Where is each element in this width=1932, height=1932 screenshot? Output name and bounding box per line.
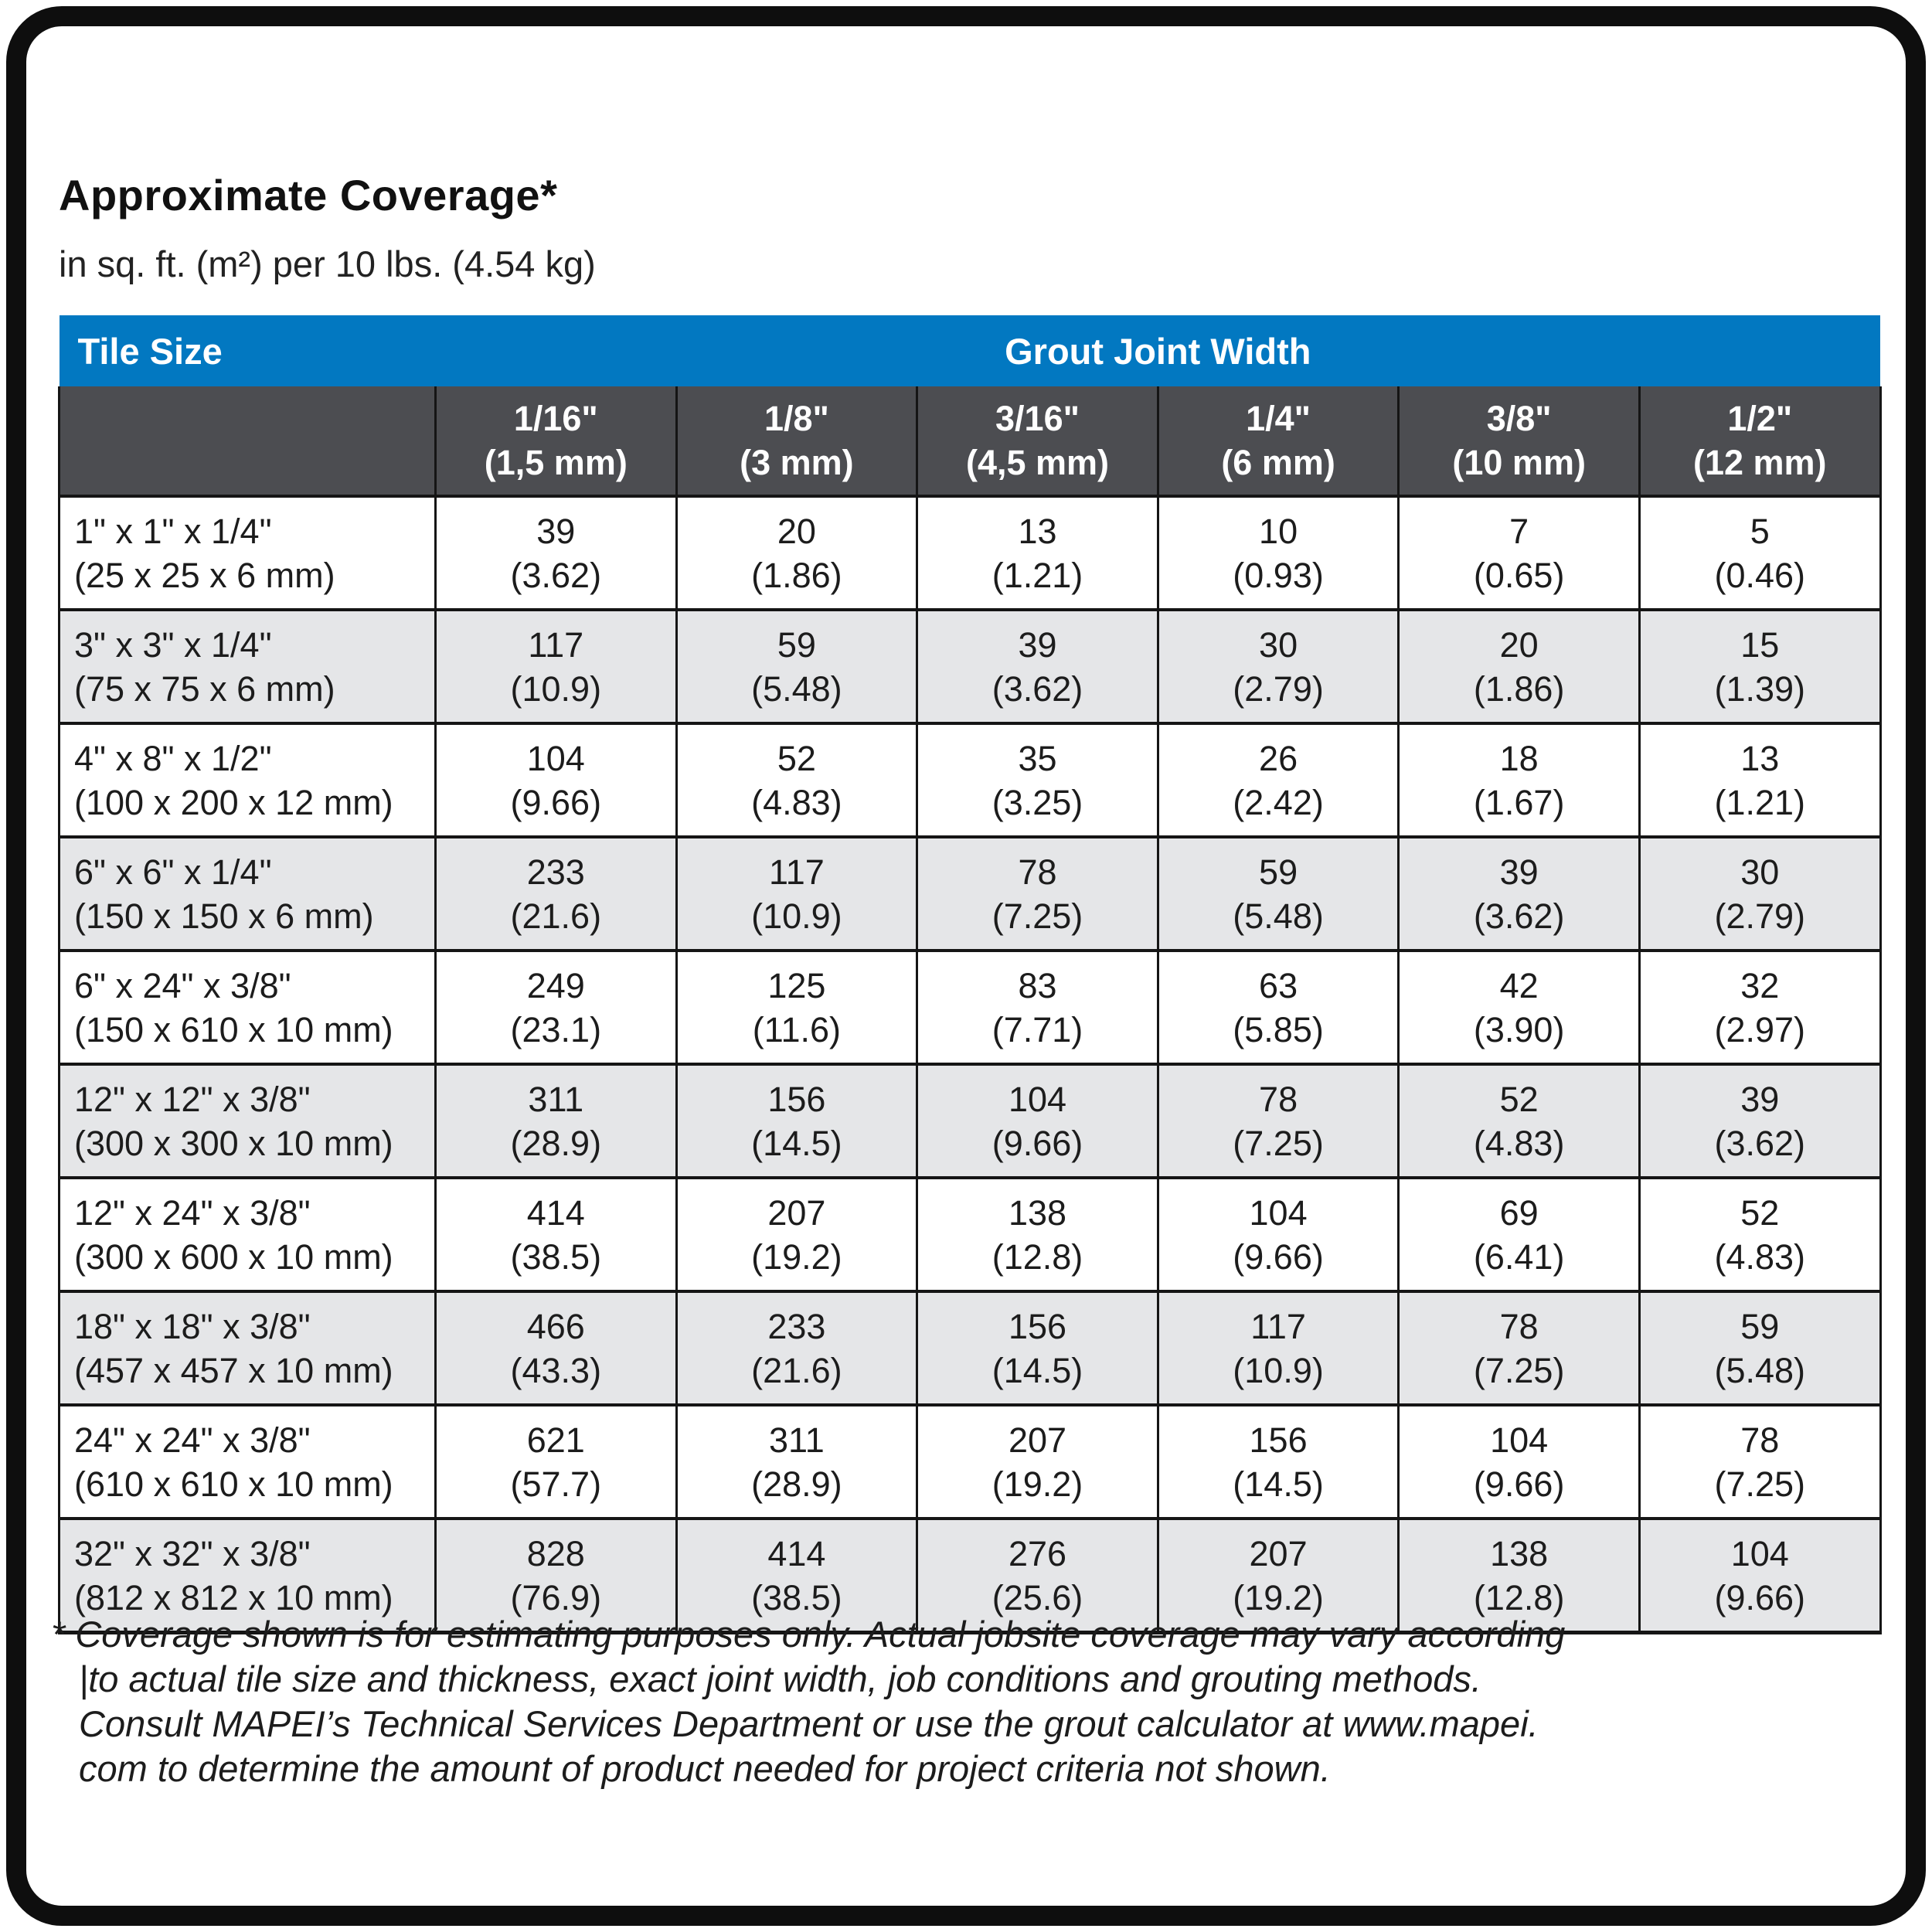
coverage-metric: (9.66) — [510, 782, 602, 822]
coverage-sqft: 20 — [777, 511, 816, 551]
tile-size-metric: (100 x 200 x 12 mm) — [74, 782, 393, 822]
column-metric-label: (4,5 mm) — [965, 443, 1110, 482]
coverage-sqft: 117 — [769, 852, 825, 892]
coverage-metric: (3.62) — [1714, 1123, 1806, 1163]
coverage-metric: (9.66) — [992, 1123, 1083, 1163]
tile-size-cell — [60, 1405, 436, 1519]
coverage-sqft: 15 — [1740, 624, 1780, 665]
tile-size-inches: 18" x 18" x 3/8" — [74, 1306, 311, 1346]
coverage-sqft: 39 — [1740, 1079, 1780, 1119]
coverage-metric: (10.9) — [1233, 1350, 1324, 1390]
tile-size-cell — [60, 837, 436, 951]
coverage-sqft: 20 — [1499, 624, 1539, 665]
page-title: Approximate Coverage* — [59, 171, 558, 219]
coverage-sqft: 156 — [767, 1079, 826, 1119]
coverage-metric: (1.86) — [1473, 668, 1565, 709]
tile-size-cell — [60, 1178, 436, 1291]
coverage-cell — [1399, 837, 1640, 951]
tile-size-inches: 6" x 24" x 3/8" — [74, 965, 291, 1005]
coverage-sqft: 414 — [767, 1533, 826, 1573]
footnote — [51, 1612, 1906, 1791]
coverage-sqft: 69 — [1499, 1192, 1539, 1233]
coverage-sqft: 78 — [1499, 1306, 1539, 1346]
coverage-metric: (10.9) — [510, 668, 602, 709]
tile-size-metric: (75 x 75 x 6 mm) — [74, 668, 335, 709]
coverage-sqft: 59 — [777, 624, 816, 665]
coverage-sqft: 32 — [1740, 965, 1780, 1005]
coverage-sqft: 117 — [1250, 1306, 1306, 1346]
column-width-label: 1/2" — [1727, 399, 1793, 438]
coverage-cell — [436, 723, 677, 837]
column-width-label: 3/16" — [995, 399, 1080, 438]
coverage-cell — [1399, 723, 1640, 837]
coverage-cell — [436, 1405, 677, 1519]
coverage-metric: (2.42) — [1233, 782, 1324, 822]
coverage-cell — [436, 610, 677, 723]
coverage-cell — [1639, 951, 1880, 1064]
column-metric-label: (3 mm) — [740, 443, 854, 482]
coverage-sqft: 233 — [526, 852, 585, 892]
coverage-metric: (2.79) — [1714, 896, 1806, 936]
coverage-sqft: 311 — [769, 1420, 825, 1460]
table-row — [60, 837, 1881, 951]
coverage-metric: (7.25) — [1473, 1350, 1565, 1390]
footnote-line: com to determine the amount of product needed for project criteria not shown. — [79, 1748, 1331, 1789]
coverage-metric: (3.62) — [992, 668, 1083, 709]
table-row — [60, 951, 1881, 1064]
tile-size-header: Tile Size — [60, 315, 436, 386]
tile-size-metric: (300 x 300 x 10 mm) — [74, 1123, 393, 1163]
column-width-label: 3/8" — [1486, 399, 1552, 438]
column-width-label: 1/8" — [764, 399, 829, 438]
coverage-cell — [676, 723, 917, 837]
column-width-label: 1/16" — [513, 399, 598, 438]
coverage-table — [58, 315, 1882, 1634]
coverage-cell — [917, 610, 1158, 723]
coverage-cell — [1639, 1291, 1880, 1405]
page-subtitle: in sq. ft. (m²) per 10 lbs. (4.54 kg) — [59, 243, 596, 284]
coverage-cell — [1639, 610, 1880, 723]
coverage-metric: (1.21) — [1714, 782, 1806, 822]
coverage-sqft: 59 — [1740, 1306, 1780, 1346]
coverage-sqft: 5 — [1750, 511, 1770, 551]
coverage-cell — [676, 1064, 917, 1178]
coverage-metric: (38.5) — [510, 1236, 602, 1277]
coverage-cell — [917, 1064, 1158, 1178]
empty-corner-cell — [60, 386, 436, 496]
coverage-sqft: 156 — [1249, 1420, 1308, 1460]
coverage-sqft: 78 — [1018, 852, 1057, 892]
coverage-metric: (4.83) — [1714, 1236, 1806, 1277]
grout-width-column-header — [1158, 386, 1399, 496]
coverage-metric: (9.66) — [1233, 1236, 1324, 1277]
coverage-cell — [1639, 723, 1880, 837]
coverage-sqft: 18 — [1499, 738, 1539, 778]
column-metric-label: (10 mm) — [1452, 443, 1586, 482]
grout-width-column-header — [917, 386, 1158, 496]
coverage-metric: (14.5) — [751, 1123, 842, 1163]
coverage-sqft: 63 — [1259, 965, 1298, 1005]
coverage-metric: (7.25) — [1714, 1464, 1806, 1504]
coverage-metric: (21.6) — [510, 896, 602, 936]
table-row — [60, 1178, 1881, 1291]
table-row — [60, 1291, 1881, 1405]
coverage-cell — [1399, 1291, 1640, 1405]
coverage-sqft: 621 — [526, 1420, 585, 1460]
coverage-sqft: 104 — [1008, 1079, 1067, 1119]
coverage-metric: (1.39) — [1714, 668, 1806, 709]
coverage-sqft: 30 — [1740, 852, 1780, 892]
coverage-cell — [1158, 837, 1399, 951]
coverage-cell — [676, 1405, 917, 1519]
coverage-sqft: 13 — [1740, 738, 1780, 778]
coverage-metric: (14.5) — [1233, 1464, 1324, 1504]
tile-size-cell — [60, 610, 436, 723]
coverage-sqft: 13 — [1018, 511, 1057, 551]
coverage-cell — [1399, 610, 1640, 723]
table-row — [60, 1064, 1881, 1178]
coverage-sqft: 10 — [1259, 511, 1298, 551]
table-row — [60, 496, 1881, 610]
coverage-cell — [676, 951, 917, 1064]
coverage-sqft: 104 — [1249, 1192, 1308, 1233]
coverage-metric: (9.66) — [1473, 1464, 1565, 1504]
footnote-line: Consult MAPEI’s Technical Services Department or use the grout calculator at www.mapei. — [79, 1703, 1539, 1744]
coverage-cell — [676, 1291, 917, 1405]
coverage-metric: (12.8) — [992, 1236, 1083, 1277]
coverage-metric: (28.9) — [751, 1464, 842, 1504]
coverage-sqft: 30 — [1259, 624, 1298, 665]
coverage-metric: (4.83) — [751, 782, 842, 822]
coverage-metric: (2.79) — [1233, 668, 1324, 709]
coverage-cell — [1158, 723, 1399, 837]
coverage-sqft: 276 — [1008, 1533, 1067, 1573]
tile-size-inches: 6" x 6" x 1/4" — [74, 852, 272, 892]
tile-size-metric: (25 x 25 x 6 mm) — [74, 555, 335, 595]
coverage-cell — [676, 837, 917, 951]
coverage-cell — [676, 496, 917, 610]
coverage-sqft: 83 — [1018, 965, 1057, 1005]
coverage-sqft: 104 — [1490, 1420, 1549, 1460]
coverage-metric: (7.25) — [992, 896, 1083, 936]
tile-size-metric: (610 x 610 x 10 mm) — [74, 1464, 393, 1504]
coverage-metric: (23.1) — [510, 1009, 602, 1049]
coverage-sqft: 233 — [767, 1306, 826, 1346]
coverage-sqft: 39 — [1018, 624, 1057, 665]
coverage-cell — [1158, 1178, 1399, 1291]
coverage-cell — [917, 951, 1158, 1064]
coverage-cell — [436, 1291, 677, 1405]
column-header-row — [60, 386, 1881, 496]
tile-size-inches: 1" x 1" x 1/4" — [74, 511, 272, 551]
coverage-sqft: 7 — [1509, 511, 1529, 551]
coverage-sqft: 78 — [1259, 1079, 1298, 1119]
coverage-cell — [1399, 1405, 1640, 1519]
coverage-metric: (5.48) — [1233, 896, 1324, 936]
coverage-sqft: 52 — [1499, 1079, 1539, 1119]
coverage-cell — [1639, 1405, 1880, 1519]
coverage-cell — [1639, 837, 1880, 951]
coverage-metric: (38.5) — [751, 1577, 842, 1617]
tile-size-inches: 24" x 24" x 3/8" — [74, 1420, 311, 1460]
coverage-metric: (57.7) — [510, 1464, 602, 1504]
grout-width-column-header — [436, 386, 677, 496]
coverage-cell — [917, 496, 1158, 610]
coverage-sqft: 59 — [1259, 852, 1298, 892]
coverage-metric: (1.67) — [1473, 782, 1565, 822]
coverage-metric: (0.65) — [1473, 555, 1565, 595]
coverage-sqft: 466 — [526, 1306, 585, 1346]
grout-width-column-header — [676, 386, 917, 496]
tile-size-metric: (150 x 610 x 10 mm) — [74, 1009, 393, 1049]
coverage-sqft: 249 — [526, 965, 585, 1005]
table-group-header-row — [60, 315, 1881, 386]
coverage-metric: (2.97) — [1714, 1009, 1806, 1049]
coverage-cell — [1158, 951, 1399, 1064]
coverage-sqft: 138 — [1490, 1533, 1549, 1573]
coverage-cell — [1399, 496, 1640, 610]
coverage-sqft: 52 — [1740, 1192, 1780, 1233]
coverage-cell — [1639, 1178, 1880, 1291]
coverage-metric: (43.3) — [510, 1350, 602, 1390]
coverage-metric: (7.71) — [992, 1009, 1083, 1049]
coverage-cell — [436, 1178, 677, 1291]
coverage-cell — [436, 1064, 677, 1178]
coverage-cell — [1399, 951, 1640, 1064]
coverage-cell — [436, 837, 677, 951]
coverage-sqft: 42 — [1499, 965, 1539, 1005]
coverage-metric: (5.48) — [1714, 1350, 1806, 1390]
coverage-sqft: 26 — [1259, 738, 1298, 778]
tile-size-inches: 32" x 32" x 3/8" — [74, 1533, 311, 1573]
grout-width-column-header — [1399, 386, 1640, 496]
coverage-cell — [917, 1405, 1158, 1519]
coverage-cell — [436, 951, 677, 1064]
tile-size-cell — [60, 951, 436, 1064]
column-metric-label: (12 mm) — [1692, 443, 1827, 482]
coverage-metric: (19.2) — [1233, 1577, 1324, 1617]
grout-width-column-header — [1639, 386, 1880, 496]
table-row — [60, 1405, 1881, 1519]
table-row — [60, 610, 1881, 723]
coverage-sqft: 78 — [1740, 1420, 1780, 1460]
coverage-cell — [1639, 496, 1880, 610]
column-width-label: 1/4" — [1246, 399, 1311, 438]
grout-joint-width-header: Grout Joint Width — [436, 315, 1881, 386]
coverage-metric: (1.21) — [992, 555, 1083, 595]
coverage-metric: (19.2) — [751, 1236, 842, 1277]
coverage-metric: (10.9) — [751, 896, 842, 936]
coverage-metric: (5.48) — [751, 668, 842, 709]
tile-size-cell — [60, 1064, 436, 1178]
coverage-metric: (3.62) — [510, 555, 602, 595]
tile-size-inches: 12" x 24" x 3/8" — [74, 1192, 311, 1233]
coverage-metric: (3.25) — [992, 782, 1083, 822]
coverage-metric: (9.66) — [1714, 1577, 1806, 1617]
coverage-sqft: 117 — [528, 624, 584, 665]
coverage-sqft: 39 — [1499, 852, 1539, 892]
tile-size-inches: 3" x 3" x 1/4" — [74, 624, 272, 665]
coverage-sqft: 52 — [777, 738, 816, 778]
coverage-metric: (1.86) — [751, 555, 842, 595]
coverage-cell — [1158, 1064, 1399, 1178]
coverage-metric: (28.9) — [510, 1123, 602, 1163]
tile-size-metric: (457 x 457 x 10 mm) — [74, 1350, 393, 1390]
tile-size-metric: (300 x 600 x 10 mm) — [74, 1236, 393, 1277]
coverage-metric: (19.2) — [992, 1464, 1083, 1504]
coverage-metric: (6.41) — [1473, 1236, 1565, 1277]
coverage-metric: (14.5) — [992, 1350, 1083, 1390]
coverage-cell — [917, 1178, 1158, 1291]
coverage-cell — [436, 496, 677, 610]
coverage-sqft: 104 — [526, 738, 585, 778]
coverage-sqft: 414 — [526, 1192, 585, 1233]
coverage-sqft: 828 — [526, 1533, 585, 1573]
tile-size-inches: 4" x 8" x 1/2" — [74, 738, 272, 778]
coverage-sqft: 311 — [528, 1079, 584, 1119]
coverage-metric: (11.6) — [752, 1009, 841, 1049]
coverage-cell — [1639, 1064, 1880, 1178]
coverage-metric: (0.46) — [1714, 555, 1806, 595]
tile-size-cell — [60, 496, 436, 610]
coverage-sqft: 207 — [1008, 1420, 1067, 1460]
coverage-cell — [1399, 1064, 1640, 1178]
coverage-sqft: 39 — [536, 511, 576, 551]
coverage-metric: (76.9) — [510, 1577, 602, 1617]
column-metric-label: (1,5 mm) — [484, 443, 628, 482]
coverage-cell — [917, 1291, 1158, 1405]
coverage-cell — [917, 837, 1158, 951]
coverage-metric: (25.6) — [992, 1577, 1083, 1617]
coverage-cell — [676, 1178, 917, 1291]
coverage-cell — [917, 723, 1158, 837]
coverage-cell — [676, 610, 917, 723]
coverage-sqft: 156 — [1008, 1306, 1067, 1346]
coverage-metric: (21.6) — [751, 1350, 842, 1390]
tile-size-metric: (812 x 812 x 10 mm) — [74, 1577, 393, 1617]
coverage-sqft: 207 — [767, 1192, 826, 1233]
coverage-cell — [1158, 1291, 1399, 1405]
coverage-sqft: 125 — [767, 965, 826, 1005]
tile-size-inches: 12" x 12" x 3/8" — [74, 1079, 311, 1119]
tile-size-metric: (150 x 150 x 6 mm) — [74, 896, 374, 936]
coverage-metric: (4.83) — [1473, 1123, 1565, 1163]
coverage-cell — [1158, 1405, 1399, 1519]
table-row — [60, 723, 1881, 837]
coverage-metric: (3.90) — [1473, 1009, 1565, 1049]
coverage-metric: (3.62) — [1473, 896, 1565, 936]
coverage-metric: (0.93) — [1233, 555, 1324, 595]
coverage-sqft: 104 — [1730, 1533, 1789, 1573]
tile-size-cell — [60, 1291, 436, 1405]
coverage-cell — [1158, 496, 1399, 610]
footnote-line: * Coverage shown is for estimating purposes only. Actual jobsite coverage may vary according — [51, 1614, 1566, 1655]
coverage-sqft: 35 — [1018, 738, 1057, 778]
tile-size-cell — [60, 723, 436, 837]
coverage-sqft: 138 — [1008, 1192, 1067, 1233]
coverage-metric: (12.8) — [1473, 1577, 1565, 1617]
column-metric-label: (6 mm) — [1221, 443, 1335, 482]
coverage-cell — [1158, 610, 1399, 723]
footnote-line: |to actual tile size and thickness, exact joint width, job conditions and grouting methods. — [79, 1658, 1481, 1699]
coverage-metric: (7.25) — [1233, 1123, 1324, 1163]
coverage-cell — [1399, 1178, 1640, 1291]
coverage-metric: (5.85) — [1233, 1009, 1324, 1049]
coverage-sqft: 207 — [1249, 1533, 1308, 1573]
